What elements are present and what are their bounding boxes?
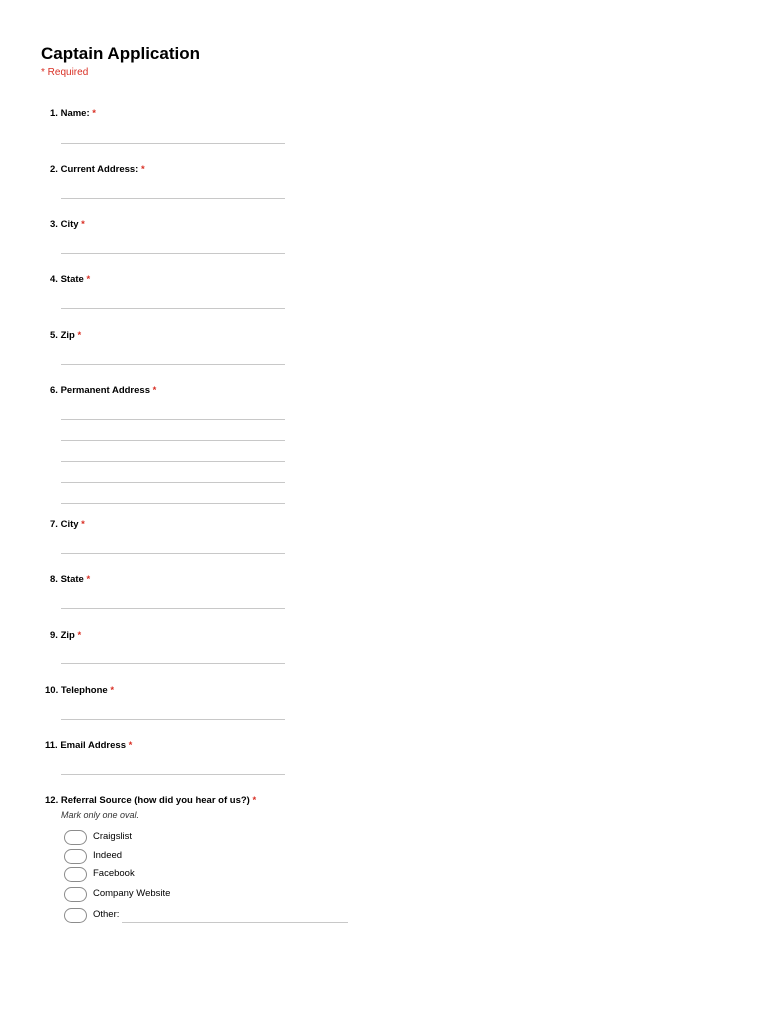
required-star: * <box>81 219 85 230</box>
question-text: Name: <box>60 108 90 119</box>
question-label <box>50 164 145 175</box>
required-star: * <box>86 274 91 285</box>
question-label <box>50 574 90 585</box>
question-text: City <box>60 219 79 230</box>
question-label <box>50 385 156 396</box>
email-field[interactable] <box>61 774 285 775</box>
question-label <box>45 685 114 696</box>
question-number: 11. <box>45 740 58 751</box>
telephone-field[interactable] <box>61 719 285 720</box>
question-label <box>50 108 96 119</box>
required-star: * <box>152 385 157 396</box>
question-text: Zip <box>60 630 75 641</box>
question-number: 8. <box>50 574 58 585</box>
question-number: 3. <box>50 219 58 230</box>
permanent-address-line[interactable] <box>61 419 285 420</box>
current-address-field[interactable] <box>61 198 285 199</box>
radio-oval[interactable] <box>64 867 87 882</box>
question-number: 6. <box>50 385 58 396</box>
radio-oval[interactable] <box>64 849 87 864</box>
permanent-state-field[interactable] <box>61 608 285 609</box>
required-star: * <box>128 740 133 751</box>
required-star: * <box>77 630 82 641</box>
question-text: Email Address <box>60 740 126 751</box>
radio-oval[interactable] <box>64 830 87 845</box>
option-label: Facebook <box>93 868 135 879</box>
question-label <box>50 519 85 530</box>
form-title: Captain Application <box>41 44 200 63</box>
city-field[interactable] <box>61 253 285 254</box>
question-label <box>45 795 256 806</box>
question-label <box>45 740 132 751</box>
question-number: 4. <box>50 274 58 285</box>
option-label: Indeed <box>93 850 123 861</box>
zip-field[interactable] <box>61 364 285 365</box>
question-number: 2. <box>50 164 58 175</box>
required-star: * <box>110 685 115 696</box>
permanent-address-line[interactable] <box>61 461 285 462</box>
question-label <box>50 219 85 230</box>
other-text-field[interactable] <box>122 922 348 923</box>
question-number: 1. <box>50 108 58 119</box>
required-star: * <box>141 164 145 175</box>
question-label <box>50 274 90 285</box>
name-field[interactable] <box>61 143 285 144</box>
question-text: State <box>60 574 84 585</box>
question-text: City <box>60 519 79 530</box>
state-field[interactable] <box>61 308 285 309</box>
question-number: 9. <box>50 630 58 641</box>
question-text: Zip <box>60 330 75 341</box>
question-label <box>50 330 81 341</box>
question-number: 5. <box>50 330 58 341</box>
required-star: * <box>252 795 257 806</box>
question-number: 7. <box>50 519 58 530</box>
permanent-address-line[interactable] <box>61 482 285 483</box>
permanent-zip-field[interactable] <box>61 663 285 664</box>
question-number: 12. <box>45 795 59 806</box>
required-star: * <box>92 108 96 119</box>
required-star: * <box>77 330 82 341</box>
option-label: Other: <box>93 909 120 920</box>
question-hint: Mark only one oval. <box>61 810 140 820</box>
question-text: Permanent Address <box>60 385 150 396</box>
radio-oval[interactable] <box>64 908 87 923</box>
permanent-address-line[interactable] <box>61 503 285 504</box>
option-label: Craigslist <box>93 831 133 842</box>
question-text: Referral Source (how did you hear of us?) <box>60 795 250 806</box>
required-star: * <box>81 519 85 530</box>
option-label: Company Website <box>93 888 171 899</box>
required-star: * <box>86 574 91 585</box>
question-text: Telephone <box>60 685 108 696</box>
question-label <box>50 630 81 641</box>
permanent-address-line[interactable] <box>61 440 285 441</box>
radio-oval[interactable] <box>64 887 87 902</box>
question-text: State <box>60 274 84 285</box>
permanent-city-field[interactable] <box>61 553 285 554</box>
question-number: 10. <box>45 685 59 696</box>
required-note: * Required <box>41 67 89 78</box>
question-text: Current Address: <box>60 164 139 175</box>
